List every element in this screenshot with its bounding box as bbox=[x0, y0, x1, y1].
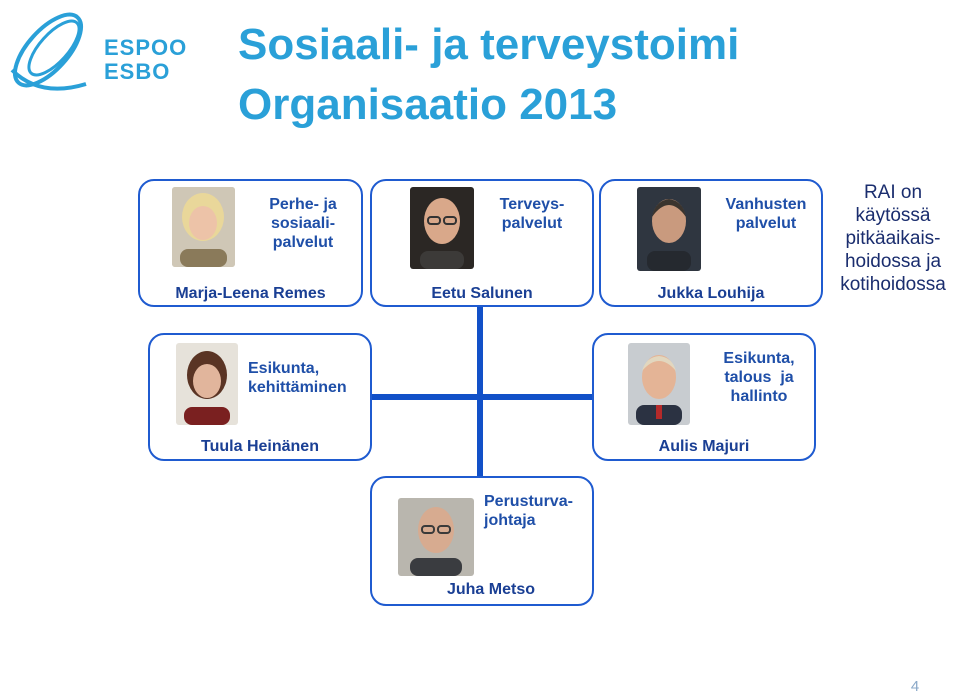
org-box-esikunta-talous-hallinto[interactable] bbox=[592, 333, 816, 461]
org-box-perhe-sosiaalipalvelut[interactable] bbox=[138, 179, 363, 307]
page-title-line1: Sosiaali- ja terveystoimi bbox=[238, 20, 740, 69]
role-line: Terveys- bbox=[499, 196, 565, 213]
rai-note bbox=[826, 181, 960, 296]
role-line: talous ja bbox=[724, 369, 794, 386]
note-line: RAI on bbox=[863, 182, 923, 203]
person-name: Jukka Louhija bbox=[657, 285, 765, 302]
note-line: pitkäaikais- bbox=[845, 228, 941, 249]
role-line: palvelut bbox=[501, 215, 563, 232]
role-line: palvelut bbox=[272, 234, 334, 251]
role-line: Vanhusten bbox=[725, 196, 807, 213]
person-photo-icon bbox=[176, 343, 238, 425]
role-line: johtaja bbox=[484, 512, 536, 529]
role-line: Esikunta, bbox=[723, 350, 795, 367]
note-line: käytössä bbox=[855, 205, 931, 226]
person-photo-icon bbox=[172, 187, 235, 267]
person-name: Marja-Leena Remes bbox=[175, 285, 326, 302]
role-line: kehittäminen bbox=[248, 379, 347, 396]
page-title-line2: Organisaatio 2013 bbox=[238, 80, 618, 129]
role-line: hallinto bbox=[730, 388, 788, 405]
person-photo-icon bbox=[398, 498, 474, 576]
org-box-perusturvajohtaja[interactable] bbox=[370, 476, 594, 606]
person-name: Tuula Heinänen bbox=[201, 438, 319, 455]
note-line: kotihoidossa bbox=[840, 274, 946, 295]
role-line: palvelut bbox=[735, 215, 797, 232]
person-photo-icon bbox=[637, 187, 701, 271]
page-number: 4 bbox=[910, 678, 920, 695]
logo-text-esbo: ESBO bbox=[104, 59, 171, 84]
role-line: Esikunta, bbox=[248, 360, 320, 377]
person-photo-icon bbox=[628, 343, 690, 425]
role-line: Perusturva- bbox=[484, 493, 573, 510]
org-box-vanhusten-palvelut[interactable] bbox=[599, 179, 823, 307]
note-line: hoidossa ja bbox=[844, 251, 942, 272]
person-name: Eetu Salunen bbox=[431, 285, 533, 302]
person-photo-icon bbox=[410, 187, 474, 269]
org-box-terveyspalvelut[interactable] bbox=[370, 179, 594, 307]
logo-text-espoo: ESPOO bbox=[104, 35, 188, 60]
role-line: Perhe- ja bbox=[269, 196, 337, 213]
org-box-esikunta-kehittaminen[interactable] bbox=[148, 333, 372, 461]
person-name: Juha Metso bbox=[446, 581, 535, 598]
person-name: Aulis Majuri bbox=[658, 438, 750, 455]
role-line: sosiaali- bbox=[270, 215, 336, 232]
